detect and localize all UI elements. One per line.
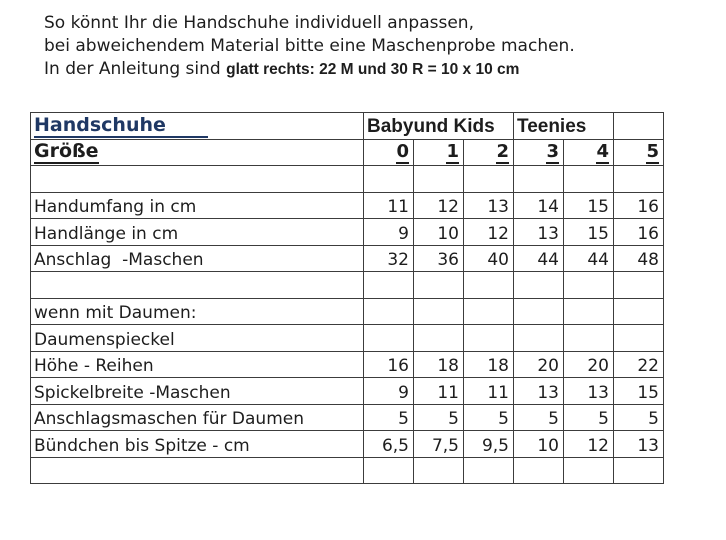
cell: 11 (414, 378, 464, 405)
cell (364, 272, 414, 299)
cell: 5 (464, 404, 514, 431)
cell (464, 457, 514, 484)
cell (614, 325, 664, 352)
table-row (31, 245, 664, 272)
cell: 44 (514, 245, 564, 272)
cell (564, 272, 614, 299)
table-row (31, 457, 664, 484)
table-title-cell (31, 113, 364, 140)
size-value-cell (564, 139, 614, 166)
group-header-teenies: Teenies (514, 113, 614, 140)
gauge-note: glatt rechts: 22 M und 30 R = 10 x 10 cm (226, 61, 520, 78)
row-label: Handumfang in cm (31, 192, 364, 219)
cell: 5 (564, 404, 614, 431)
size-row (31, 139, 664, 166)
table-row (31, 378, 664, 405)
table-title: Handschuhe (34, 115, 208, 138)
cell: 40 (464, 245, 514, 272)
cell (364, 457, 414, 484)
cell: 13 (564, 378, 614, 405)
intro-line-3-regular: In der Anleitung sind (44, 59, 227, 79)
row-label (31, 457, 364, 484)
row-label: Handlänge in cm (31, 219, 364, 246)
cell: 15 (564, 219, 614, 246)
table-row (31, 351, 664, 378)
cell: 7,5 (414, 431, 464, 458)
table-row (31, 272, 664, 299)
cell: 16 (614, 219, 664, 246)
size-value-cell (464, 139, 514, 166)
cell (364, 298, 414, 325)
cell (614, 272, 664, 299)
cell: 9 (364, 219, 414, 246)
table-row (31, 325, 664, 352)
group-header-row (31, 113, 664, 140)
intro-line-2: bei abweichendem Material bitte eine Maschenprobe machen. (44, 36, 575, 56)
row-label (31, 166, 364, 193)
size-value: 0 (396, 141, 409, 162)
cell: 9 (364, 378, 414, 405)
cell: 15 (564, 192, 614, 219)
group-header-baby-kids: Babyund Kids (364, 113, 514, 140)
cell: 16 (364, 351, 414, 378)
cell: 14 (514, 192, 564, 219)
table-row (31, 431, 664, 458)
table-row (31, 404, 664, 431)
size-label: Größe (34, 140, 99, 162)
cell: 9,5 (464, 431, 514, 458)
cell: 10 (414, 219, 464, 246)
cell: 13 (514, 378, 564, 405)
cell: 13 (514, 219, 564, 246)
cell: 11 (364, 192, 414, 219)
row-label: Höhe - Reihen (31, 351, 364, 378)
cell (614, 457, 664, 484)
cell (564, 457, 614, 484)
cell (414, 457, 464, 484)
row-label: wenn mit Daumen: (31, 298, 364, 325)
cell: 6,5 (364, 431, 414, 458)
size-value: 2 (496, 141, 509, 162)
intro-line-3 (44, 58, 575, 81)
cell (364, 325, 414, 352)
row-label: Bündchen bis Spitze - cm (31, 431, 364, 458)
size-value: 3 (546, 141, 559, 162)
cell: 20 (564, 351, 614, 378)
glove-size-table (30, 112, 664, 484)
cell (514, 298, 564, 325)
cell: 32 (364, 245, 414, 272)
cell (614, 166, 664, 193)
cell: 13 (464, 192, 514, 219)
cell (414, 298, 464, 325)
table-row (31, 192, 664, 219)
cell: 5 (514, 404, 564, 431)
cell: 5 (414, 404, 464, 431)
cell (614, 298, 664, 325)
size-value-cell (514, 139, 564, 166)
cell (464, 325, 514, 352)
row-label: Anschlag -Maschen (31, 245, 364, 272)
size-value-cell (614, 139, 664, 166)
cell (414, 166, 464, 193)
row-label: Spickelbreite -Maschen (31, 378, 364, 405)
size-value: 5 (646, 141, 659, 162)
cell (414, 325, 464, 352)
cell: 10 (514, 431, 564, 458)
row-label: Anschlagsmaschen für Daumen (31, 404, 364, 431)
table-row (31, 298, 664, 325)
cell: 11 (464, 378, 514, 405)
cell (514, 272, 564, 299)
cell: 22 (614, 351, 664, 378)
cell: 36 (414, 245, 464, 272)
row-label (31, 272, 364, 299)
cell: 12 (414, 192, 464, 219)
cell (464, 272, 514, 299)
cell: 5 (364, 404, 414, 431)
size-value-cell (414, 139, 464, 166)
cell: 15 (614, 378, 664, 405)
cell (564, 166, 614, 193)
cell: 12 (464, 219, 514, 246)
table-row (31, 219, 664, 246)
cell (564, 298, 614, 325)
size-label-cell (31, 139, 364, 166)
size-value-cell (364, 139, 414, 166)
cell (464, 166, 514, 193)
intro-paragraph (44, 12, 575, 81)
cell: 20 (514, 351, 564, 378)
cell (514, 325, 564, 352)
cell: 5 (614, 404, 664, 431)
cell: 13 (614, 431, 664, 458)
cell (464, 298, 514, 325)
group-header-empty (614, 113, 664, 140)
size-value: 4 (596, 141, 609, 162)
cell (414, 272, 464, 299)
cell: 18 (464, 351, 514, 378)
cell: 44 (564, 245, 614, 272)
table-row (31, 166, 664, 193)
cell: 48 (614, 245, 664, 272)
cell (564, 325, 614, 352)
size-value: 1 (446, 141, 459, 162)
cell: 16 (614, 192, 664, 219)
cell (364, 166, 414, 193)
cell: 12 (564, 431, 614, 458)
row-label: Daumenspieckel (31, 325, 364, 352)
cell: 18 (414, 351, 464, 378)
intro-line-1: So könnt Ihr die Handschuhe individuell anpassen, (44, 13, 474, 33)
cell (514, 166, 564, 193)
cell (514, 457, 564, 484)
